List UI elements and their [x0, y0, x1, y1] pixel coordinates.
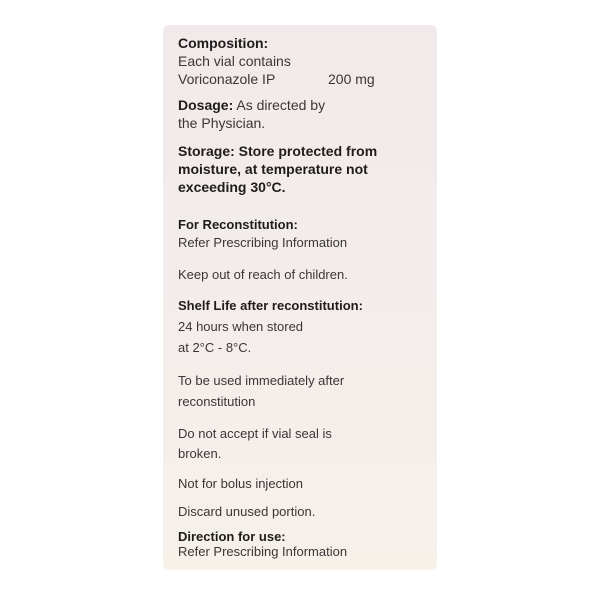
use-immediately-line-1: To be used immediately after [178, 373, 345, 388]
discard-note: Discard unused portion. [178, 504, 316, 519]
children-warning: Keep out of reach of children. [178, 267, 348, 282]
dosage-text: As directed by [236, 97, 326, 113]
direction-heading: Direction for use: [178, 529, 286, 544]
bolus-warning: Not for bolus injection [178, 476, 304, 491]
dosage-line [178, 97, 325, 113]
storage-line-2: moisture, at temperature not [178, 161, 368, 177]
composition-heading: Composition: [178, 35, 269, 51]
composition-ingredient-row [178, 71, 428, 87]
seal-warning-line-1: Do not accept if vial seal is [178, 426, 332, 441]
reconstitution-heading: For Reconstitution: [178, 217, 298, 232]
label-panel [163, 25, 437, 570]
dosage-text-2: the Physician. [178, 115, 266, 131]
use-immediately-line-2: reconstitution [178, 394, 256, 409]
storage-line-1: Storage: Store protected from [178, 143, 378, 159]
shelf-life-line-1: 24 hours when stored [178, 319, 304, 334]
storage-line-3: exceeding 30°C. [178, 179, 286, 195]
shelf-life-line-2: at 2°C - 8°C. [178, 340, 252, 355]
shelf-life-heading: Shelf Life after reconstitution: [178, 298, 363, 313]
ingredient-amount: 200 mg [328, 71, 375, 87]
composition-line: Each vial contains [178, 53, 291, 69]
seal-warning-line-2: broken. [178, 446, 222, 461]
direction-text: Refer Prescribing Information [178, 544, 348, 559]
dosage-heading: Dosage: [178, 97, 234, 113]
ingredient-name: Voriconazole IP [178, 71, 276, 87]
reconstitution-text: Refer Prescribing Information [178, 235, 348, 250]
